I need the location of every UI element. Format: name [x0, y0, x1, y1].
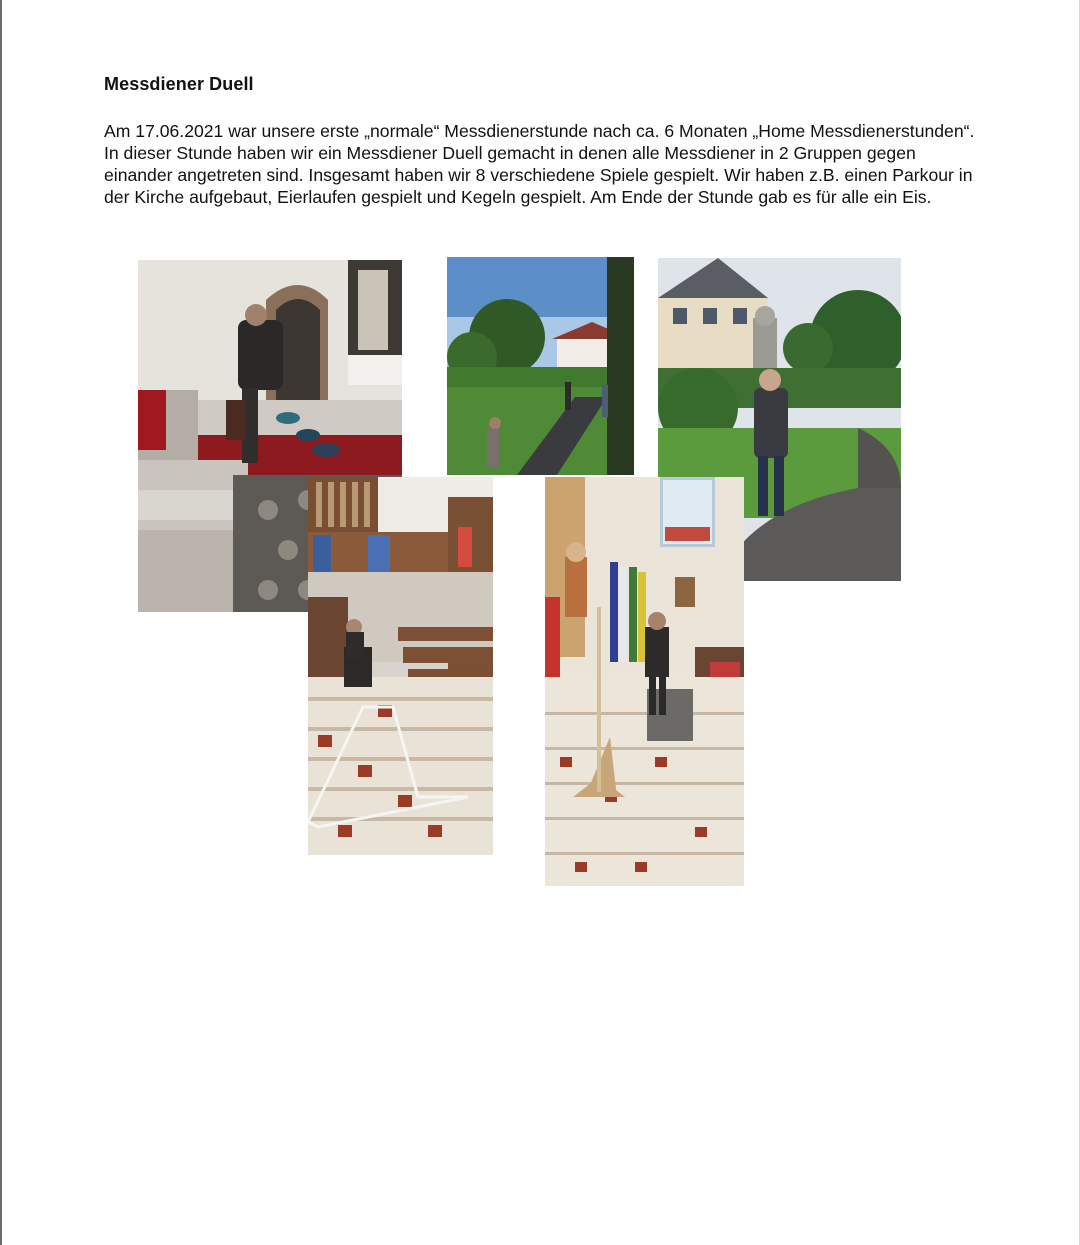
page-border-left	[0, 0, 2, 1245]
document-title: Messdiener Duell	[104, 74, 254, 94]
document-paragraph: Am 17.06.2021 war unsere erste „normale“ Messdienerstunde nach ca. 6 Monaten „Home Messdienerstunden“. In dieser Stunde haben wir ein Messdiener Duell gemacht in denen alle Messdiener in 2 Gruppen gegen einander angetreten sind. Insgesamt haben wir 8 verschiedene Spiele gespielt. Wir haben z.B. einen Parkour in der Kirche aufgebaut, Eierlaufen gespielt und Kegeln gespielt. Am Ende der Stunde gab es für alle ein Eis.	[104, 121, 975, 207]
photo-church-aisle-organ	[308, 477, 493, 855]
photo-garden-path	[447, 257, 634, 475]
photo-church-side-aisle	[545, 477, 744, 886]
